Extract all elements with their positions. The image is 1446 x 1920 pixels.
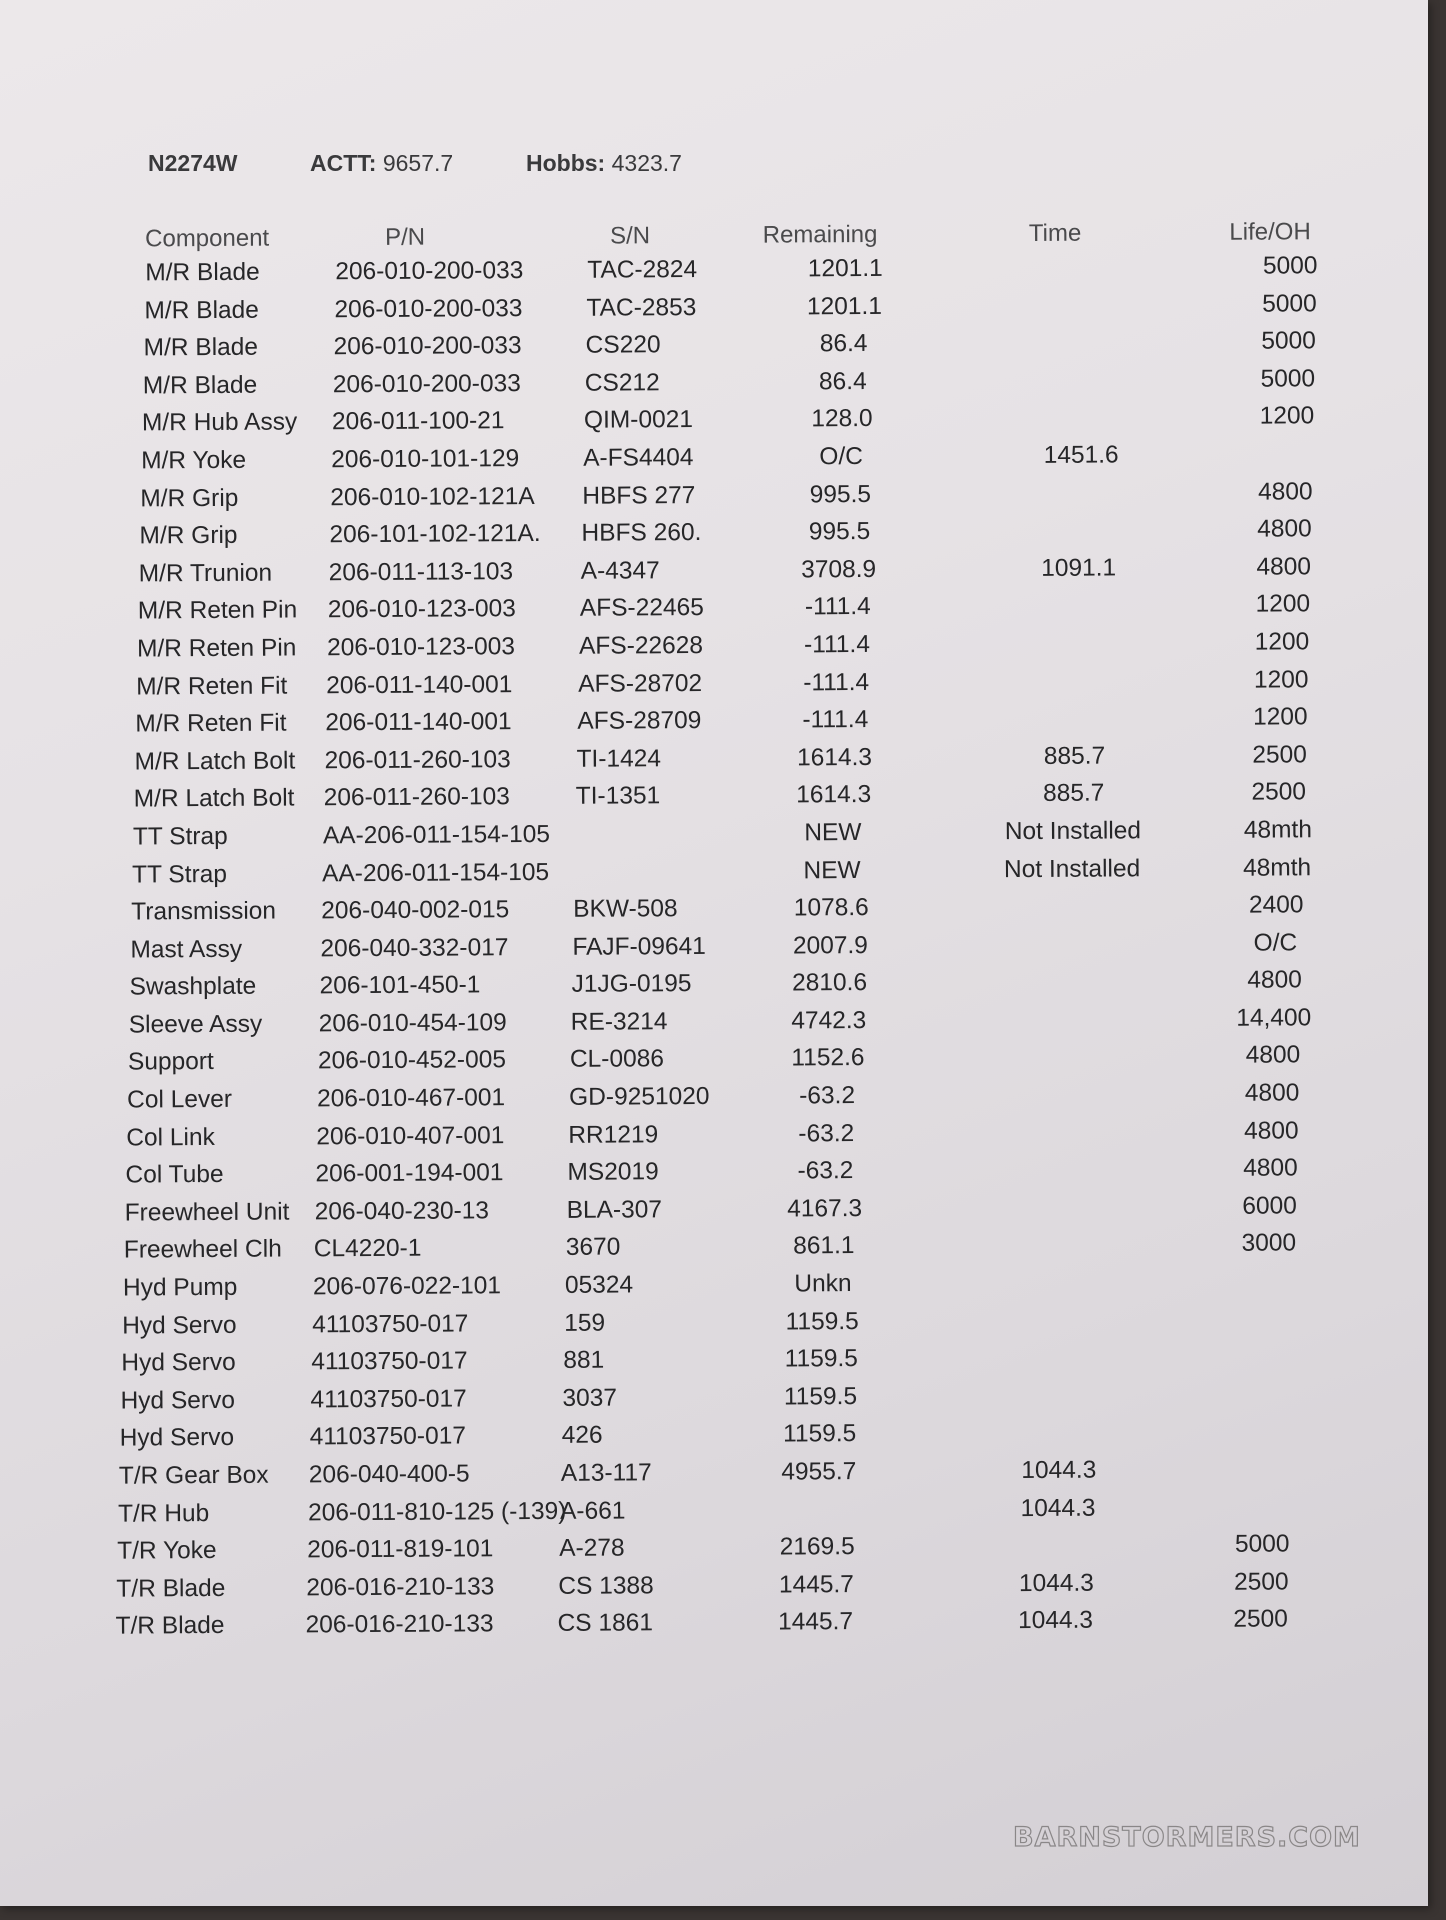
cell-life-oh <box>1203 1267 1333 1268</box>
cell-component: T/R Hub <box>117 1499 210 1528</box>
cell-pn: 41103750-017 <box>311 1347 468 1376</box>
cell-sn: CS 1861 <box>557 1609 654 1638</box>
cell-sn: TI-1424 <box>576 744 662 773</box>
cell-life-oh: 5000 <box>1260 365 1316 393</box>
cell-time: 1044.3 <box>1018 1569 1094 1597</box>
cell-remaining: 1201.1 <box>807 254 883 283</box>
cell-component: Hyd Servo <box>120 1386 235 1415</box>
cell-remaining: -63.2 <box>798 1119 855 1148</box>
cell-sn: A-278 <box>559 1534 625 1563</box>
cell-life-oh: 1200 <box>1255 590 1311 618</box>
cell-sn: RR1219 <box>568 1120 659 1149</box>
cell-sn: GD-9251020 <box>569 1083 710 1111</box>
cell-time: 885.7 <box>1042 779 1105 808</box>
component-table <box>0 218 1318 1651</box>
cell-pn: 206-011-260-103 <box>323 783 510 812</box>
cell-pn: 206-040-002-015 <box>321 896 510 925</box>
cell-life-oh: 4800 <box>1256 553 1311 581</box>
cell-remaining: -111.4 <box>804 630 871 659</box>
cell-sn: A-4347 <box>580 557 660 585</box>
cell-sn: J1JG-0195 <box>571 970 692 999</box>
cell-sn: 881 <box>563 1346 605 1375</box>
cell-component: Col Lever <box>127 1085 233 1114</box>
cell-sn: AFS-22465 <box>579 594 704 623</box>
cell-sn: 3670 <box>565 1233 621 1262</box>
cell-remaining: 1159.5 <box>783 1420 857 1448</box>
hobbs-label: Hobbs: <box>526 150 606 176</box>
cell-time: Not Installed <box>1004 817 1142 846</box>
cell-pn: 206-016-210-133 <box>306 1573 495 1602</box>
cell-pn: 206-016-210-133 <box>305 1610 494 1639</box>
cell-remaining: 4955.7 <box>781 1458 857 1486</box>
cell-pn: 206-010-200-033 <box>335 257 524 286</box>
tail-number: N2274W <box>148 150 238 176</box>
cell-time: 1091.1 <box>1041 554 1117 582</box>
cell-component: Hyd Servo <box>122 1311 237 1340</box>
cell-pn: 206-011-113-103 <box>328 557 514 587</box>
cell-pn: 206-010-200-033 <box>333 332 522 361</box>
actt-value: 9657.7 <box>382 150 454 176</box>
cell-time <box>961 1343 1161 1344</box>
cell-component: Freewheel Unit <box>124 1198 290 1227</box>
cell-life-oh: 1200 <box>1253 665 1309 694</box>
cell-time <box>957 1531 1157 1532</box>
cell-sn: FAJF-09641 <box>572 932 706 961</box>
cell-remaining: -63.2 <box>797 1157 854 1185</box>
cell-life-oh: 48mth <box>1243 816 1313 844</box>
cell-component: M/R Blade <box>142 371 258 400</box>
cell-life-oh: 4800 <box>1243 1117 1299 1145</box>
cell-pn: 206-010-101-129 <box>331 445 520 474</box>
cell-component: Hyd Pump <box>122 1273 238 1302</box>
cell-pn: 206-011-140-001 <box>325 708 512 737</box>
cell-pn: 206-010-200-033 <box>332 369 521 399</box>
cell-sn: QIM-0021 <box>583 406 693 435</box>
cell-sn: HBFS 277 <box>582 481 696 510</box>
cell-pn: 206-010-467-001 <box>317 1084 506 1113</box>
cell-remaining: 2810.6 <box>792 969 868 997</box>
cell-life-oh: 4800 <box>1245 1041 1301 1070</box>
cell-component: M/R Blade <box>144 296 259 324</box>
cell-time <box>962 1306 1162 1307</box>
cell-pn: 206-040-400-5 <box>308 1460 470 1489</box>
cell-remaining: -63.2 <box>799 1082 856 1110</box>
cell-remaining: 2169.5 <box>779 1533 855 1561</box>
cell-life-oh <box>1199 1455 1329 1456</box>
cell-time <box>980 479 1180 480</box>
cell-sn: TAC-2853 <box>586 293 697 322</box>
cell-component: M/R Yoke <box>141 446 247 475</box>
cell-component: M/R Grip <box>139 521 238 550</box>
column-header-pn: P/N <box>385 223 426 251</box>
cell-time <box>979 516 1179 517</box>
cell-pn: 206-101-102-121A. <box>329 520 541 549</box>
cell-life-oh <box>1202 1305 1332 1306</box>
cell-time <box>984 328 1184 329</box>
cell-component: Hyd Servo <box>121 1349 236 1377</box>
cell-pn: 206-010-102-121A <box>330 482 535 511</box>
cell-sn: A-661 <box>559 1497 626 1525</box>
actt-field <box>310 150 453 177</box>
cell-life-oh: 14,400 <box>1236 1004 1312 1032</box>
cell-sn: CL-0086 <box>569 1045 665 1074</box>
cell-component: T/R Yoke <box>117 1537 217 1565</box>
cell-remaining <box>743 1495 893 1496</box>
cell-time: 1044.3 <box>1020 1494 1096 1522</box>
actt-label: ACTT: <box>310 150 377 176</box>
watermark: BARNSTORMERS.COM <box>1013 1822 1361 1853</box>
cell-component: M/R Latch Bolt <box>133 784 295 813</box>
cell-time: Not Installed <box>1003 854 1141 883</box>
cell-time <box>969 1005 1169 1006</box>
cell-sn: AFS-28702 <box>578 669 703 698</box>
cell-pn: 206-101-450-1 <box>319 971 481 1000</box>
cell-life-oh: 2500 <box>1233 1605 1288 1634</box>
cell-component: Swashplate <box>129 973 257 1001</box>
cell-component: M/R Latch Bolt <box>134 747 296 776</box>
cell-remaining: -111.4 <box>803 668 870 696</box>
cell-remaining: 1078.6 <box>793 894 869 922</box>
cell-sn: HBFS 260. <box>581 519 702 547</box>
cell-remaining: 2007.9 <box>792 931 868 960</box>
cell-life-oh: 1200 <box>1253 703 1308 731</box>
cell-life-oh <box>1200 1418 1330 1419</box>
cell-remaining: 1445.7 <box>778 1570 854 1599</box>
cell-remaining: NEW <box>803 856 861 884</box>
cell-time <box>977 629 1177 630</box>
cell-remaining: 861.1 <box>793 1232 855 1260</box>
cell-remaining: 1159.5 <box>784 1345 858 1373</box>
cell-time <box>985 253 1185 254</box>
cell-time <box>960 1381 1160 1382</box>
cell-pn: 206-001-194-001 <box>315 1159 504 1188</box>
cell-pn: 206-010-407-001 <box>316 1121 505 1151</box>
cell-sn: TAC-2824 <box>587 256 698 284</box>
hobbs-value: 4323.7 <box>611 150 682 176</box>
cell-component: Transmission <box>131 897 277 926</box>
cell-time <box>960 1419 1160 1420</box>
cell-component: M/R Blade <box>143 333 259 362</box>
cell-remaining: 1445.7 <box>778 1608 854 1636</box>
cell-pn: CL4220-1 <box>313 1235 422 1263</box>
cell-time <box>975 704 1175 705</box>
cell-time: 1044.3 <box>1021 1456 1097 1485</box>
cell-remaining: 1159.5 <box>783 1382 858 1411</box>
cell-pn: AA-206-011-154-105 <box>321 858 550 887</box>
cell-pn: 206-011-100-21 <box>331 407 505 436</box>
cell-life-oh <box>1201 1342 1331 1343</box>
cell-life-oh: 2500 <box>1252 741 1307 769</box>
cell-life-oh: 5000 <box>1234 1530 1290 1558</box>
cell-component: M/R Reten Pin <box>137 596 298 625</box>
cell-life-oh: 2500 <box>1234 1568 1289 1596</box>
cell-pn: 206-010-454-109 <box>318 1009 507 1038</box>
cell-life-oh: 1200 <box>1259 402 1315 430</box>
column-header-life-oh: Life/OH <box>1229 218 1311 246</box>
table-row <box>115 1606 1308 1651</box>
cell-life-oh: 48mth <box>1242 853 1312 882</box>
cell-life-oh: 5000 <box>1262 289 1317 318</box>
cell-sn: TI-1351 <box>575 782 661 811</box>
cell-pn: 41103750-017 <box>310 1385 467 1414</box>
cell-sn: 426 <box>561 1422 603 1450</box>
cell-life-oh: 4800 <box>1257 515 1312 543</box>
cell-sn: A13-117 <box>560 1459 652 1487</box>
cell-pn: 206-040-230-13 <box>314 1197 490 1226</box>
cell-remaining: -111.4 <box>804 593 871 621</box>
cell-pn: 206-010-123-003 <box>326 633 516 662</box>
cell-time <box>984 291 1184 292</box>
cell-sn: 05324 <box>564 1271 634 1299</box>
cell-component: M/R Reten Fit <box>135 709 287 738</box>
cell-remaining: Unkn <box>794 1270 852 1298</box>
cell-time <box>978 591 1178 592</box>
cell-sn: AFS-22628 <box>578 631 704 660</box>
cell-component: T/R Blade <box>116 1574 226 1603</box>
column-header-component: Component <box>145 224 270 253</box>
cell-time <box>970 930 1170 931</box>
cell-life-oh <box>1200 1380 1330 1381</box>
cell-pn: 206-010-123-003 <box>327 595 516 624</box>
cell-component: M/R Blade <box>145 258 260 287</box>
cell-component: TT Strap <box>132 860 228 888</box>
column-header-time: Time <box>1028 219 1082 247</box>
cell-life-oh: 1200 <box>1254 628 1310 656</box>
cell-component: Mast Assy <box>130 935 243 964</box>
cell-component: M/R Trunion <box>138 559 273 588</box>
cell-pn: 206-010-200-033 <box>334 294 523 323</box>
cell-time <box>983 366 1183 367</box>
cell-remaining: 1201.1 <box>806 292 883 320</box>
cell-remaining: 4167.3 <box>787 1194 863 1223</box>
cell-pn: 206-010-452-005 <box>317 1046 507 1075</box>
cell-time: 1451.6 <box>1043 441 1119 469</box>
cell-time: 1044.3 <box>1018 1607 1094 1635</box>
cell-pn: 206-011-140-001 <box>326 670 513 699</box>
cell-component: T/R Blade <box>115 1612 225 1640</box>
cell-component: Freewheel Clh <box>123 1236 282 1264</box>
cell-remaining: O/C <box>819 442 864 471</box>
cell-life-oh: 2500 <box>1251 778 1307 806</box>
cell-remaining: 128.0 <box>811 405 873 433</box>
cell-life-oh: 6000 <box>1242 1192 1297 1220</box>
cell-sn: RE-3214 <box>570 1008 668 1036</box>
cell-remaining: -111.4 <box>802 706 869 734</box>
cell-pn: 206-040-332-017 <box>320 933 509 963</box>
cell-time <box>971 892 1171 893</box>
column-header-remaining: Remaining <box>762 220 878 249</box>
column-header-sn: S/N <box>610 222 651 250</box>
cell-sn: CS212 <box>584 369 660 397</box>
cell-life-oh <box>1198 1493 1328 1494</box>
cell-remaining: NEW <box>804 818 862 847</box>
cell-sn: 159 <box>564 1309 606 1337</box>
cell-time <box>966 1118 1166 1119</box>
cell-life-oh <box>1221 440 1351 441</box>
cell-time <box>965 1193 1165 1194</box>
cell-pn: 206-011-260-103 <box>324 745 511 775</box>
cell-time: 885.7 <box>1043 742 1106 770</box>
cell-life-oh: 4800 <box>1243 1154 1298 1182</box>
cell-sn: AFS-28709 <box>577 707 702 735</box>
cell-component: Sleeve Assy <box>128 1010 263 1039</box>
cell-remaining: 1614.3 <box>796 743 873 772</box>
cell-time <box>982 403 1182 404</box>
cell-pn: 206-011-819-101 <box>307 1535 494 1564</box>
cell-time <box>965 1155 1165 1156</box>
table-body <box>0 252 1318 1651</box>
cell-life-oh: 5000 <box>1262 252 1318 280</box>
cell-component: TT Strap <box>132 822 228 851</box>
cell-pn: 206-011-810-125 (-139) <box>307 1497 567 1527</box>
cell-sn: 3037 <box>562 1384 618 1412</box>
cell-life-oh: 4800 <box>1257 477 1313 506</box>
cell-pn: 206-076-022-101 <box>312 1272 502 1301</box>
cell-life-oh: 4800 <box>1244 1079 1300 1107</box>
cell-remaining: 995.5 <box>808 518 871 546</box>
cell-pn: AA-206-011-154-105 <box>322 820 550 850</box>
cell-sn: MS2019 <box>567 1158 659 1187</box>
cell-component: Hyd Servo <box>119 1424 235 1452</box>
cell-time <box>967 1080 1167 1081</box>
cell-life-oh: 4800 <box>1247 966 1302 994</box>
cell-component: Col Tube <box>125 1161 224 1189</box>
cell-pn: 41103750-017 <box>309 1422 466 1451</box>
cell-component: M/R Grip <box>140 484 239 512</box>
cell-time <box>970 967 1170 968</box>
cell-time <box>976 667 1176 668</box>
cell-time <box>963 1268 1163 1269</box>
cell-component: M/R Reten Pin <box>136 634 297 663</box>
hobbs-field <box>526 150 682 177</box>
cell-component: Support <box>127 1048 214 1076</box>
cell-sn: CS 1388 <box>558 1572 654 1600</box>
cell-remaining: 4742.3 <box>791 1006 867 1035</box>
cell-remaining: 86.4 <box>818 367 867 396</box>
cell-sn: BLA-307 <box>566 1196 663 1224</box>
cell-remaining: 3708.9 <box>801 555 877 584</box>
cell-sn: BKW-508 <box>573 895 678 923</box>
cell-remaining: 1159.5 <box>785 1307 859 1336</box>
cell-remaining: 1614.3 <box>796 781 872 809</box>
cell-time <box>964 1231 1164 1232</box>
cell-time <box>968 1043 1168 1044</box>
cell-life-oh: 2400 <box>1248 891 1304 919</box>
cell-remaining: 1152.6 <box>791 1044 865 1072</box>
cell-remaining: 86.4 <box>819 330 868 358</box>
cell-sn: A-FS4404 <box>583 444 694 472</box>
cell-component: M/R Hub Assy <box>141 408 298 437</box>
cell-component: M/R Reten Fit <box>136 672 288 700</box>
cell-life-oh: 5000 <box>1261 327 1316 355</box>
cell-component: Col Link <box>126 1123 215 1152</box>
cell-component: T/R Gear Box <box>118 1461 269 1490</box>
cell-sn: CS220 <box>585 331 661 359</box>
cell-life-oh: 3000 <box>1241 1229 1297 1258</box>
cell-life-oh: O/C <box>1253 929 1298 957</box>
cell-remaining: 995.5 <box>809 480 872 508</box>
cell-pn: 41103750-017 <box>312 1310 469 1339</box>
